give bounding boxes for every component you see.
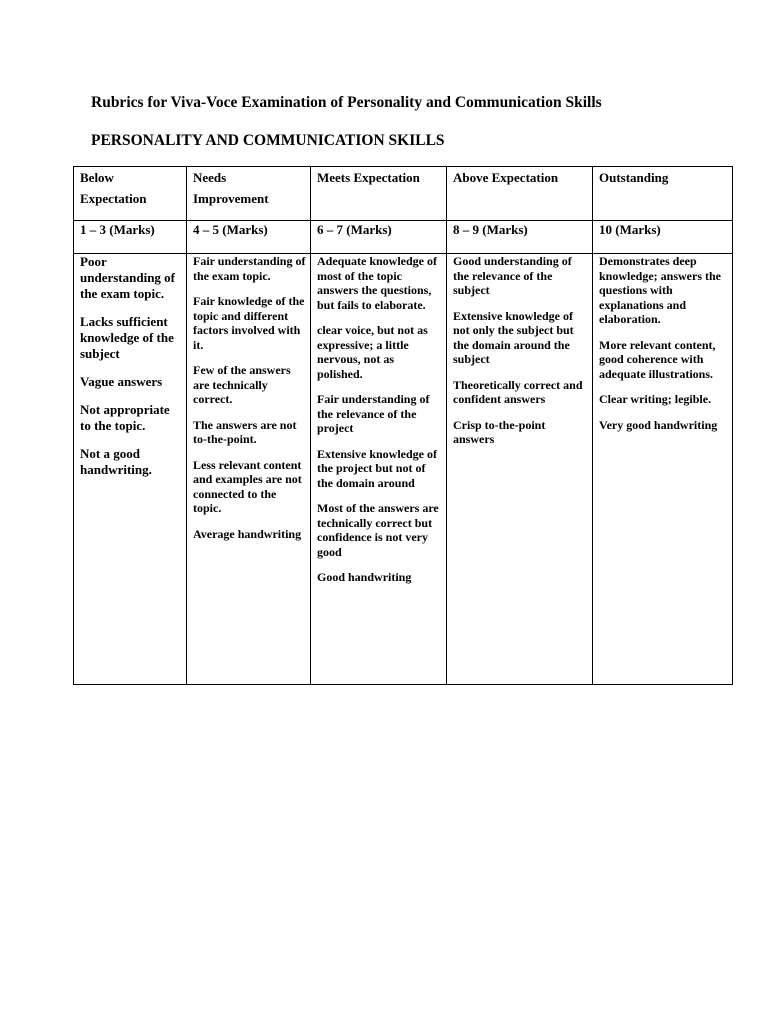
criterion-text: Extensive knowledge of not only the subject but the domain around the subject xyxy=(453,308,574,366)
rubric-table xyxy=(73,166,733,685)
criteria-needs-improvement xyxy=(187,254,311,685)
criterion-text: Less relevant content and examples are not connected to the topic. xyxy=(193,457,302,515)
criterion-text: Extensive knowledge of the project but not of the domain around xyxy=(317,446,437,490)
criteria-above-expectation xyxy=(447,254,593,685)
criterion-text: More relevant content, good coherence with adequate illustrations. xyxy=(599,337,716,381)
marks-outstanding: 10 (Marks) xyxy=(593,221,733,254)
rubric-criteria-row xyxy=(74,254,733,685)
criteria-below-expectation xyxy=(74,254,187,685)
marks-above-expectation: 8 – 9 (Marks) xyxy=(447,221,593,254)
document-title: Rubrics for Viva-Voce Examination of Personality and Communication Skills xyxy=(91,94,602,111)
marks-below-expectation: 1 – 3 (Marks) xyxy=(74,221,187,254)
marks-needs-improvement: 4 – 5 (Marks) xyxy=(187,221,311,254)
header-above-expectation: Above Expectation xyxy=(447,167,593,221)
header-outstanding: Outstanding xyxy=(593,167,733,221)
criterion-text: Crisp to-the-point answers xyxy=(453,417,546,446)
marks-meets-expectation: 6 – 7 (Marks) xyxy=(311,221,447,254)
criterion-text: Good understanding of the relevance of the subject xyxy=(453,254,572,297)
rubric-header-row xyxy=(74,167,733,221)
criterion-text: Adequate knowledge of most of the topic answers the questions, but fails to elaborate. xyxy=(317,254,438,312)
criterion-text: Not appropriate to the topic. xyxy=(80,402,170,433)
criterion-text: Theoretically correct and confident answers xyxy=(453,377,583,406)
criteria-meets-expectation xyxy=(311,254,447,685)
criterion-text: Vague answers xyxy=(80,374,163,389)
criterion-text: Average handwriting xyxy=(193,526,302,541)
criterion-text: Good handwriting xyxy=(317,570,412,584)
criterion-text: Few of the answers are technically correct. xyxy=(193,363,291,406)
criterion-text: Most of the answers are technically correct but confidence is not very good xyxy=(317,501,439,559)
criterion-text: Fair knowledge of the topic and different factors involved with it. xyxy=(193,294,305,352)
criterion-text: Not a good handwriting. xyxy=(80,446,152,477)
criterion-text: Fair understanding of the exam topic. xyxy=(193,254,306,283)
header-needs-improvement: Needs Improvement xyxy=(187,167,311,221)
rubric-marks-row xyxy=(74,221,733,254)
header-meets-expectation: Meets Expectation xyxy=(311,167,447,221)
criterion-text: clear voice, but not as expressive; a little nervous, not as polished. xyxy=(317,323,428,381)
criterion-text: Clear writing; legible. xyxy=(599,392,712,406)
criterion-text: Poor understanding of the exam topic. xyxy=(80,254,175,301)
header-below-expectation: Below Expectation xyxy=(74,167,187,221)
criterion-text: Fair understanding of the relevance of the project xyxy=(317,392,430,435)
criteria-outstanding xyxy=(593,254,733,685)
document-subtitle: PERSONALITY AND COMMUNICATION SKILLS xyxy=(91,132,445,149)
criterion-text: The answers are not to-the-point. xyxy=(193,417,297,446)
criterion-text: Lacks sufficient knowledge of the subject xyxy=(80,314,174,361)
criterion-text: Very good handwriting xyxy=(599,417,718,432)
criterion-text: Demonstrates deep knowledge; answers the questions with explanations and elaboration. xyxy=(599,254,721,326)
